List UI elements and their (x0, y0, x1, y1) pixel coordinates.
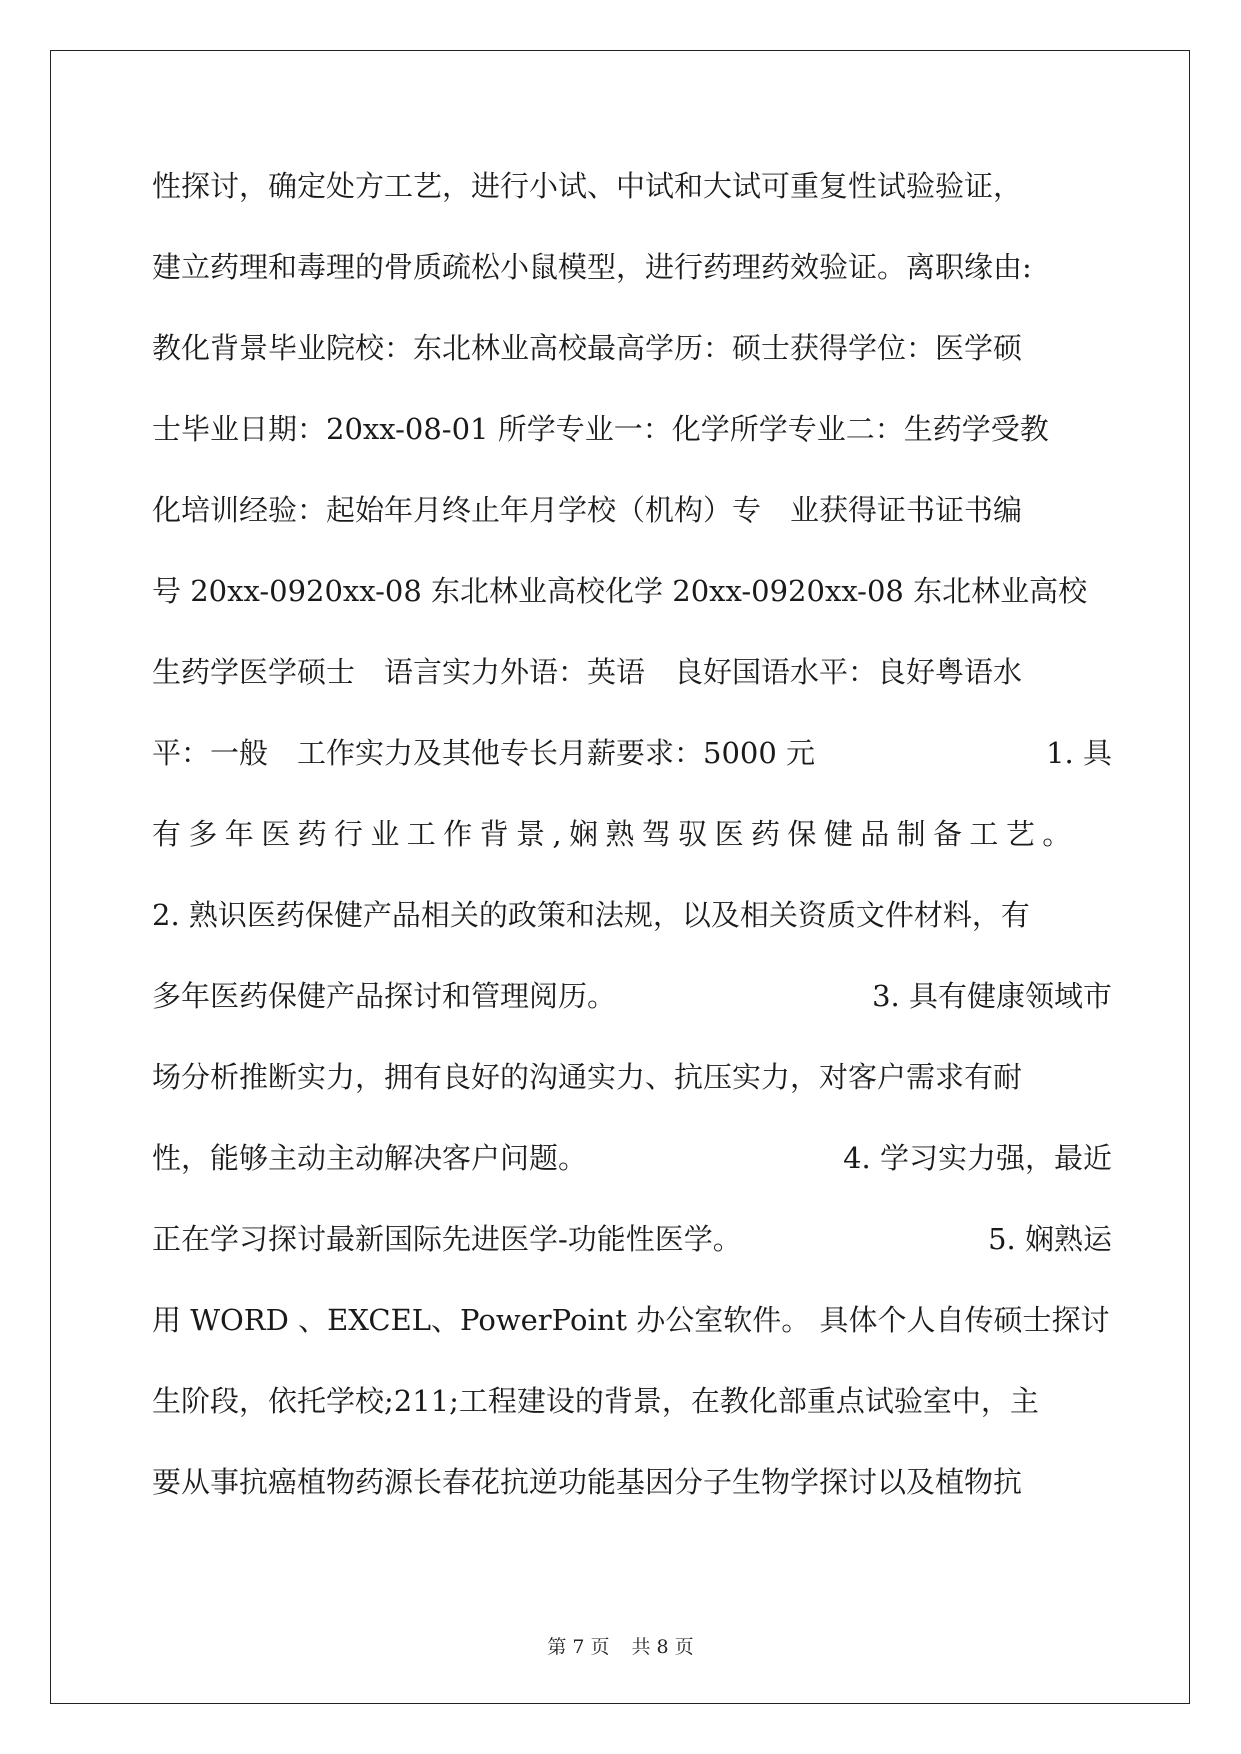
text-line (152, 1379, 1112, 1460)
text-line-right-content: 5. 娴熟运 (988, 1222, 1112, 1256)
text-line-content: 生阶段，依托学校;211;工程建设的背景，在教化部重点试验室中，主 (152, 1384, 1039, 1418)
text-line-content: 有多年医药行业工作背景,娴熟驾驭医药保健品制备工艺。 (152, 817, 1079, 851)
text-line (152, 812, 1112, 893)
text-line-right-content: 4. 学习实力强，最近 (843, 1141, 1112, 1175)
text-line-content: 平：一般 工作实力及其他专长月薪要求：5000 元 (152, 736, 816, 770)
text-line-content: 多年医药保健产品探讨和管理阅历。 (152, 979, 617, 1013)
text-line (152, 488, 1112, 569)
text-line (152, 974, 1112, 1055)
text-line (152, 245, 1112, 326)
page-footer (0, 1632, 1241, 1659)
text-line-right-content: 1. 具 (1046, 736, 1112, 770)
text-line-content: 生药学医学硕士 语言实力外语：英语 良好国语水平：良好粤语水 (152, 655, 1023, 689)
text-line-content: 教化背景毕业院校：东北林业高校最高学历：硕士获得学位：医学硕 (152, 331, 1023, 365)
text-line (152, 326, 1112, 407)
text-line (152, 407, 1112, 488)
text-line-content: 要从事抗癌植物药源长春花抗逆功能基因分子生物学探讨以及植物抗 (152, 1465, 1023, 1499)
text-line-content: 建立药理和毒理的骨质疏松小鼠模型，进行药理药效验证。离职缘由: (152, 250, 1032, 284)
text-line (152, 731, 1112, 812)
text-line (152, 1136, 1112, 1217)
text-line (152, 650, 1112, 731)
text-line-right-content: 3. 具有健康领域市 (872, 979, 1112, 1013)
text-line-content: 化培训经验：起始年月终止年月学校（机构）专 业获得证书证书编 (152, 493, 1023, 527)
document-body (152, 164, 1112, 1541)
text-line-content: 用 WORD 、EXCEL、PowerPoint 办公室软件。 具体个人自传硕士探讨 (152, 1303, 1110, 1337)
text-line-content: 2. 熟识医药保健产品相关的政策和法规，以及相关资质文件材料，有 (152, 898, 1030, 932)
text-line (152, 1460, 1112, 1541)
text-line (152, 569, 1112, 650)
text-line-content: 性，能够主动主动解决客户问题。 (152, 1141, 588, 1175)
text-line-content: 号 20xx-0920xx-08 东北林业高校化学 20xx-0920xx-08 东北林业高校 (152, 574, 1088, 608)
text-line-content: 场分析推断实力，拥有良好的沟通实力、抗压实力，对客户需求有耐 (152, 1060, 1023, 1094)
page-total: 共 8 页 (631, 1636, 694, 1658)
text-line-content: 士毕业日期：20xx-08-01 所学专业一：化学所学专业二：生药学受教 (152, 412, 1049, 446)
text-line (152, 1217, 1112, 1298)
text-line-content: 正在学习探讨最新国际先进医学-功能性医学。 (152, 1222, 742, 1256)
text-line (152, 893, 1112, 974)
text-line (152, 1298, 1112, 1379)
text-line (152, 1055, 1112, 1136)
text-line (152, 164, 1112, 245)
text-line-content: 性探讨，确定处方工艺，进行小试、中试和大试可重复性试验验证， (152, 169, 1023, 203)
page-number: 第 7 页 (547, 1636, 610, 1658)
